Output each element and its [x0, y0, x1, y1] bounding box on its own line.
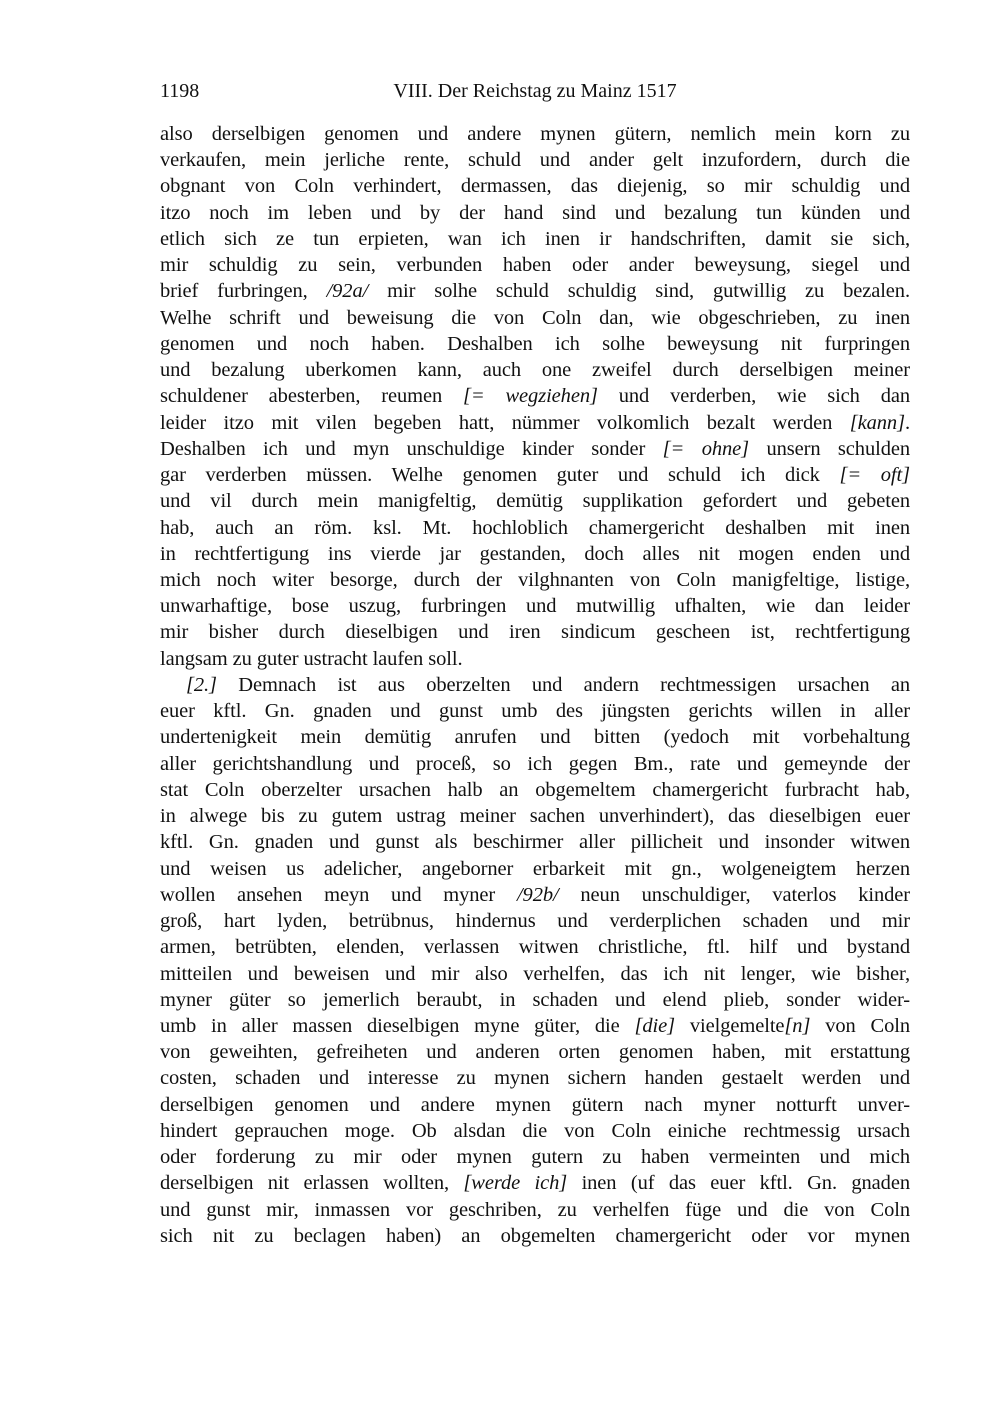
- text-line: [160, 383, 910, 409]
- text-line: [160, 908, 910, 934]
- text-segment: mir bisher durch dieselbigen und iren sindicum gescheen ist, rechtfertigung: [160, 621, 910, 644]
- text-segment: stat Coln oberzelter ursachen halb an obgemeltem chamergericht furbracht hab,: [160, 778, 910, 801]
- text-line: [160, 252, 910, 278]
- text-line: [160, 226, 910, 252]
- text-line: [160, 331, 910, 357]
- text-line: [160, 751, 910, 777]
- text-line: [160, 357, 910, 383]
- text-segment: langsam zu guter ustracht laufen soll.: [160, 647, 463, 670]
- text-segment: von geweihten, gefreiheten und anderen orten genomen haben, mit erstattung: [160, 1041, 910, 1064]
- editorial-note: /92b/: [516, 883, 559, 906]
- text-segment: groß, hart lyden, betrübnus, hindernus und verderplichen schaden und mir: [160, 910, 910, 933]
- text-segment: umb in aller massen dieselbigen myne güter, die: [160, 1014, 635, 1037]
- running-header: [160, 80, 910, 106]
- text-segment: Demnach ist aus oberzelten und andern rechtmessigen ursachen an: [216, 673, 910, 696]
- text-line: [160, 436, 910, 462]
- text-segment: inen (uf das euer kftl. Gn. gnaden: [567, 1172, 910, 1195]
- text-segment: unsern schulden: [749, 437, 910, 460]
- text-segment: schuldener abesterben, reumen: [160, 385, 463, 408]
- text-line: [160, 173, 910, 199]
- text-segment: derselbigen nit erlassen wollten,: [160, 1172, 464, 1195]
- text-line: [160, 646, 910, 672]
- text-line: [160, 462, 910, 488]
- text-line: [160, 1118, 910, 1144]
- text-line: [160, 1144, 910, 1170]
- text-line: [160, 1065, 910, 1091]
- text-segment: und gunst mir, inmassen vor geschriben, zu verhelfen füge und die von Coln: [160, 1198, 910, 1221]
- text-segment: und verderben, wie sich dan: [597, 385, 911, 408]
- text-line: [160, 777, 910, 803]
- text-line: [160, 305, 910, 331]
- text-line: [160, 672, 910, 698]
- text-line: [160, 1092, 910, 1118]
- text-segment: costen, schaden und interesse zu mynen sichern handen gestaelt werden und: [160, 1067, 910, 1090]
- text-segment: Welhe schrift und beweisung die von Coln dan, wie obgeschrieben, zu inen: [160, 306, 910, 329]
- text-segment: genomen und noch haben. Deshalben ich solhe beweysung nit furpringen: [160, 332, 910, 355]
- text-segment: mitteilen und beweisen und mir also verhelfen, das ich nit lenger, wie bisher,: [160, 962, 910, 985]
- text-segment: sich nit zu beclagen haben) an obgemelten chamergericht oder vor mynen: [160, 1224, 910, 1247]
- text-line: [160, 121, 910, 147]
- text-line: [160, 829, 910, 855]
- text-segment: wollen ansehen meyn und myner: [160, 883, 517, 906]
- text-line: [160, 724, 910, 750]
- text-line: [160, 410, 910, 436]
- text-segment: myner güter so jemerlich beraubt, in schaden und elend plieb, sonder wider-: [160, 988, 910, 1011]
- text-line: [160, 147, 910, 173]
- text-line: [160, 882, 910, 908]
- editorial-note: [werde ich]: [463, 1172, 568, 1195]
- text-segment: von Coln: [810, 1014, 910, 1037]
- text-segment: euer kftl. Gn. gnaden und gunst umb des jüngsten gerichts willen in aller: [160, 700, 910, 723]
- text-segment: Deshalben ich und myn unschuldige kinder sonder: [160, 437, 663, 460]
- text-segment: gar verderben müssen. Welhe genomen guter und schuld ich dick: [160, 464, 840, 487]
- text-line: [160, 541, 910, 567]
- editorial-note: [kann]: [849, 411, 905, 434]
- text-segment: obgnant von Coln verhindert, dermassen, das diejenig, so mir schuldig und: [160, 175, 910, 198]
- text-segment: neun unschuldiger, vaterlos kinder: [558, 883, 910, 906]
- text-segment: mich noch witer besorge, durch der vilghnanten von Coln manigfeltige, listige,: [160, 568, 910, 591]
- text-segment: also derselbigen genomen und andere mynen gütern, nemlich mein korn zu: [160, 123, 910, 145]
- text-segment: kftl. Gn. gnaden und gunst als beschirmer aller pillicheit und insonder witwen: [160, 831, 910, 854]
- text-segment: derselbigen genomen und andere mynen gütern nach myner notturft unver-: [160, 1093, 910, 1116]
- text-line: [160, 803, 910, 829]
- text-segment: unwarhaftige, bose uszug, furbringen und mutwillig ufhalten, wie dan leider: [160, 595, 910, 618]
- text-segment: und vil durch mein manigfeltig, demütig supplikation gefordert und gebeten: [160, 490, 910, 513]
- running-title: VIII. Der Reichstag zu Mainz 1517: [393, 80, 677, 102]
- text-line: [160, 488, 910, 514]
- editorial-note: [2.]: [186, 673, 217, 696]
- text-segment: oder forderung zu mir oder mynen gutern zu haben vermeinten und mich: [160, 1146, 910, 1169]
- editorial-note: [= ohne]: [662, 437, 750, 460]
- text-segment: mir schuldig zu sein, verbunden haben oder ander beweysung, siegel und: [160, 254, 910, 277]
- text-segment: verkaufen, mein jerliche rente, schuld und ander gelt inzufordern, durch die: [160, 149, 910, 172]
- text-segment: .: [904, 411, 910, 434]
- text-line: [160, 856, 910, 882]
- text-segment: etlich sich ze tun erpieten, wan ich inen ir handschriften, damit sie sich,: [160, 227, 910, 250]
- text-line: [160, 1013, 910, 1039]
- text-segment: aller gerichtshandlung und proceß, so ich gegen Bm., rate und gemeynde der: [160, 752, 910, 775]
- text-line: [160, 961, 910, 987]
- text-segment: armen, betrübten, elenden, verlassen witwen christliche, ftl. hilf und bystand: [160, 936, 910, 959]
- text-line: [160, 1223, 910, 1249]
- text-segment: vielgemelte: [675, 1014, 785, 1037]
- text-line: [160, 1039, 910, 1065]
- text-segment: undertenigkeit mein demütig anrufen und bitten (yedoch mit vorbehaltung: [160, 726, 910, 749]
- text-line: [160, 1197, 910, 1223]
- text-line: [160, 515, 910, 541]
- editorial-note: [= wegziehen]: [462, 385, 598, 408]
- editorial-note: [n]: [784, 1014, 811, 1037]
- text-segment: in alwege bis zu gutem ustrag meiner sachen unverhindert), das dieselbigen euer: [160, 805, 910, 828]
- editorial-note: /92a/: [326, 280, 369, 303]
- text-line: [160, 278, 910, 304]
- text-segment: und bezalung uberkomen kann, auch one zweifel durch derselbigen meiner: [160, 359, 910, 382]
- editorial-note: [die]: [634, 1014, 676, 1037]
- text-line: [160, 567, 910, 593]
- text-segment: und weisen us adelicher, angeborner erbarkeit mit gn., wolgeneigtem herzen: [160, 857, 910, 880]
- body-text: [160, 121, 910, 1249]
- text-segment: hab, auch an röm. ksl. Mt. hochloblich chamergericht deshalben mit inen: [160, 516, 910, 539]
- text-line: [160, 619, 910, 645]
- text-line: [160, 987, 910, 1013]
- text-line: [160, 934, 910, 960]
- text-segment: itzo noch im leben und by der hand sind und bezalung tun künden und: [160, 201, 910, 224]
- text-line: [160, 1170, 910, 1196]
- text-line: [160, 698, 910, 724]
- text-segment: hindert geprauchen moge. Ob alsdan die von Coln einiche rechtmessig ursach: [160, 1119, 910, 1142]
- editorial-note: [= oft]: [839, 464, 910, 487]
- text-segment: in rechtfertigung ins vierde jar gestanden, doch alles nit mogen enden und: [160, 542, 910, 565]
- text-segment: leider itzo mit vilen begeben hatt, nümmer volkomlich bezalt werden: [160, 411, 850, 434]
- text-segment: brief furbringen,: [160, 280, 327, 303]
- text-segment: mir solhe schuld schuldig sind, gutwillig zu bezalen.: [368, 280, 910, 303]
- text-line: [160, 200, 910, 226]
- text-line: [160, 593, 910, 619]
- page-number: 1198: [160, 80, 200, 102]
